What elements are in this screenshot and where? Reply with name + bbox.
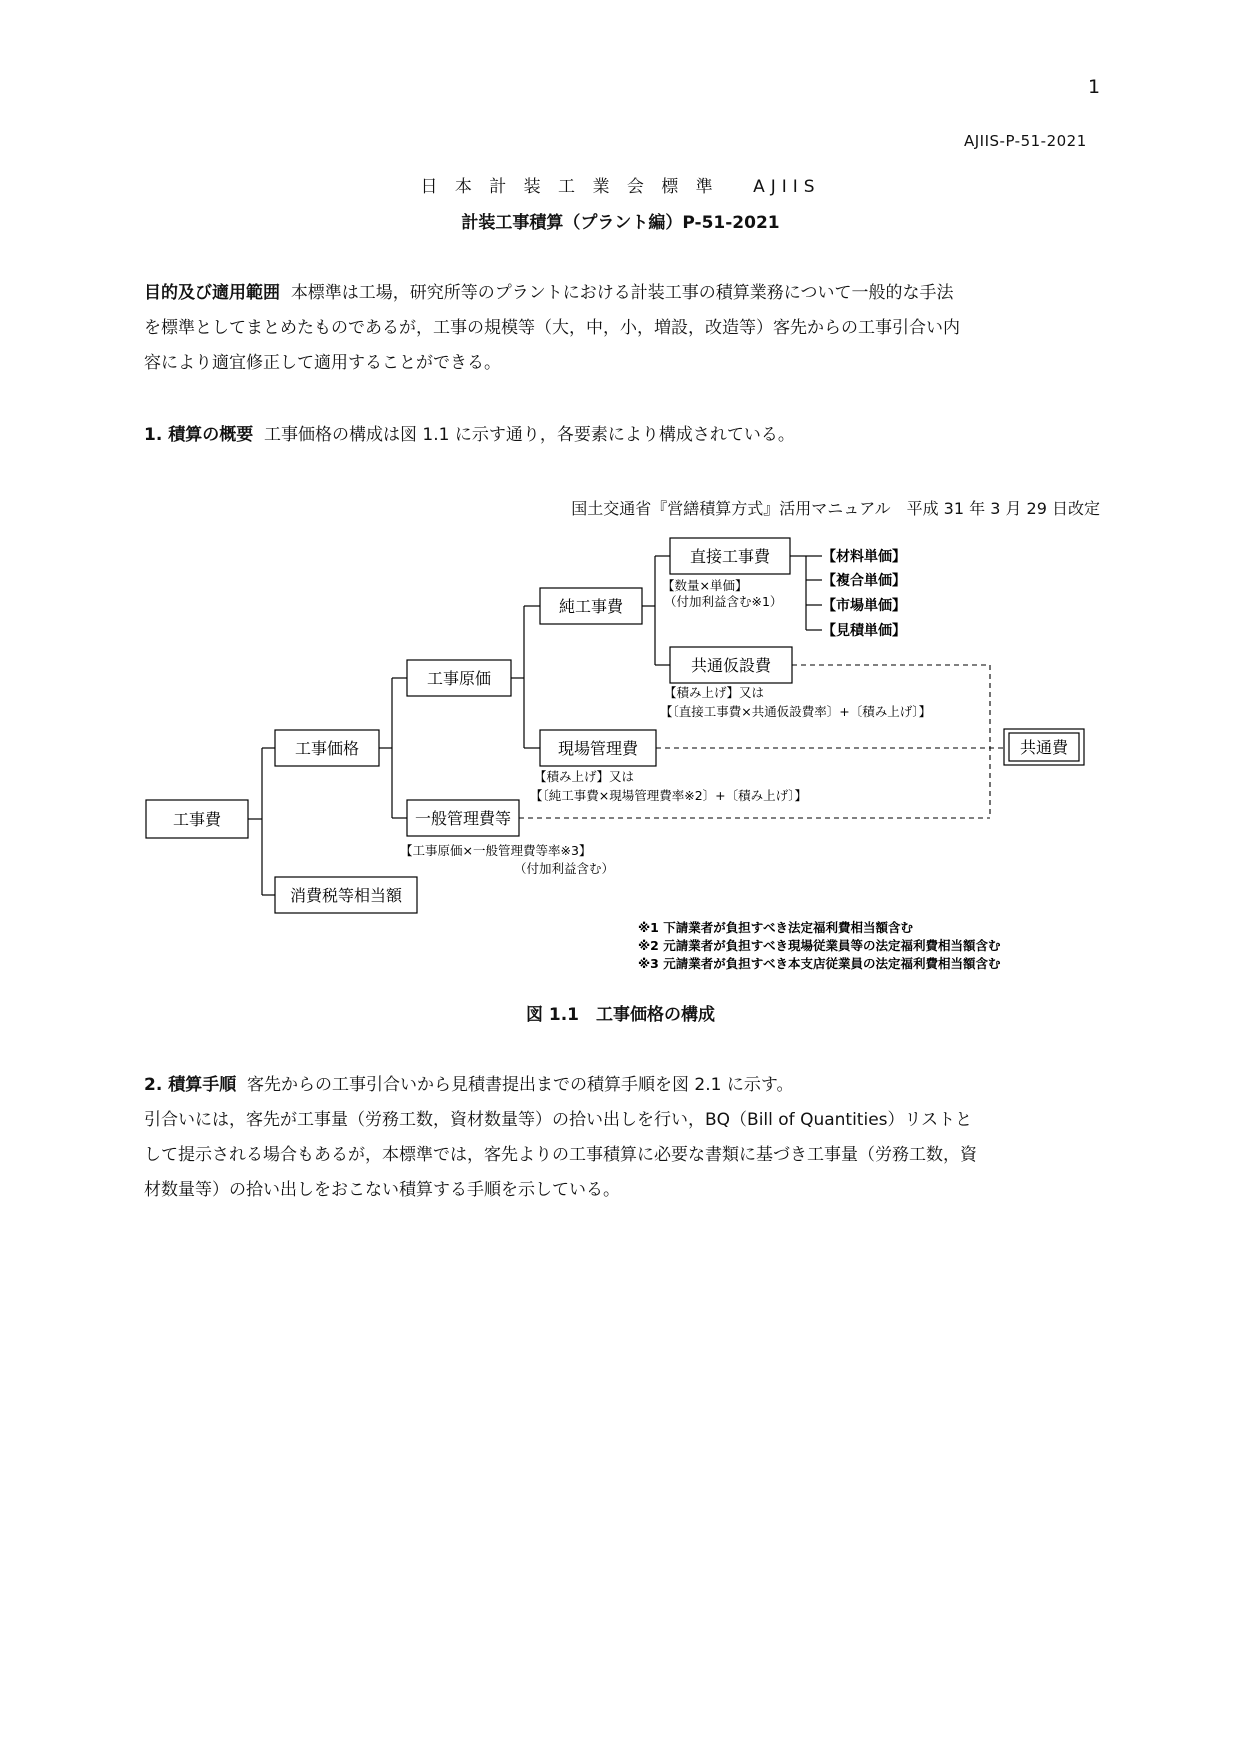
unit-price-item: 【見積単価】 — [822, 623, 906, 639]
section2-text: 客先からの工事引合いから見積書提出までの積算手順を図 2.1 に示す。 — [247, 1075, 794, 1095]
section2-line: 材数量等）の拾い出しをおこない積算する手順を示している。 — [144, 1180, 620, 1200]
note-genba: 【積み上げ】又は — [534, 769, 635, 784]
note-kasetsu: 【積み上げ】又は — [664, 685, 765, 700]
label-koujikakaku: 工事価格 — [294, 739, 360, 758]
purpose-line: を標準としてまとめたものであるが，工事の規模等（大，中，小，増設，改造等）客先からの工事引合い内 — [144, 318, 960, 338]
label-chokusetsu: 直接工事費 — [689, 547, 771, 566]
document-title: 日 本 計 装 工 業 会 標 準 AJIIS — [420, 177, 821, 197]
section2-line: 引合いには，客先が工事量（労務工数，資材数量等）の拾い出しを行い，BQ（Bill of Quantities）リストと — [144, 1110, 973, 1130]
label-koujihi: 工事費 — [172, 810, 222, 829]
unit-price-item: 【材料単価】 — [822, 549, 906, 565]
note-ippan: （付加利益含む） — [514, 861, 615, 876]
note-chokusetsu: 【数量×単価】 — [662, 578, 748, 593]
label-koujigenka: 工事原価 — [426, 669, 492, 688]
label-shouhizei: 消費税等相当額 — [289, 886, 403, 905]
unit-price-item: 【市場単価】 — [822, 598, 906, 614]
unit-price-item: 【複合単価】 — [822, 573, 906, 589]
page-number: 1 — [1088, 76, 1101, 98]
label-genbakanri: 現場管理費 — [557, 739, 639, 758]
standard-id: AJIIS-P-51-2021 — [964, 132, 1087, 150]
section2-line: して提示される場合もあるが，本標準では，客先よりの工事積算に必要な書類に基づき工事量（労務工数，資 — [144, 1145, 977, 1165]
note-genba: 【〔純工事費×現場管理費率※2〕+〔積み上げ〕】 — [530, 788, 807, 803]
section2-paragraph — [144, 1068, 1104, 1208]
document-subtitle: 計装工事積算（プラント編）P-51-2021 — [461, 213, 780, 233]
note-ippan: 【工事原価×一般管理費等率※3】 — [400, 843, 592, 858]
footnote: ※1 下請業者が負担すべき法定福利費相当額含む — [638, 920, 913, 935]
figure-source: 国土交通省『営繕積算方式』活用マニュアル 平成 31 年 3 月 29 日改定 — [571, 499, 1100, 518]
note-kasetsu: 【〔直接工事費×共通仮設費率〕+〔積み上げ〕】 — [660, 704, 932, 719]
section1-text: 工事価格の構成は図 1.1 に示す通り，各要素により構成されている。 — [264, 425, 795, 445]
purpose-line: 本標準は工場，研究所等のプラントにおける計装工事の積算業務について一般的な手法 — [290, 283, 954, 303]
figure-caption: 図 1.1 工事価格の構成 — [525, 1005, 716, 1025]
label-kyoutsuukasetsu: 共通仮設費 — [690, 656, 772, 675]
note-chokusetsu: （付加利益含む※1） — [664, 594, 783, 609]
section2-heading: 2. 積算手順 — [144, 1075, 237, 1095]
label-ippankanri: 一般管理費等 — [414, 809, 512, 828]
label-kyoutsuuhi: 共通費 — [1019, 738, 1069, 757]
footnote: ※2 元請業者が負担すべき現場従業員等の法定福利費相当額含む — [638, 938, 1001, 953]
footnote: ※3 元請業者が負担すべき本支店従業員の法定福利費相当額含む — [638, 956, 1001, 971]
purpose-heading: 目的及び適用範囲 — [144, 283, 280, 303]
purpose-line: 容により適宜修正して適用することができる。 — [144, 353, 501, 373]
label-junkoujihi: 純工事費 — [558, 597, 624, 616]
section1-heading: 1. 積算の概要 — [144, 425, 254, 445]
